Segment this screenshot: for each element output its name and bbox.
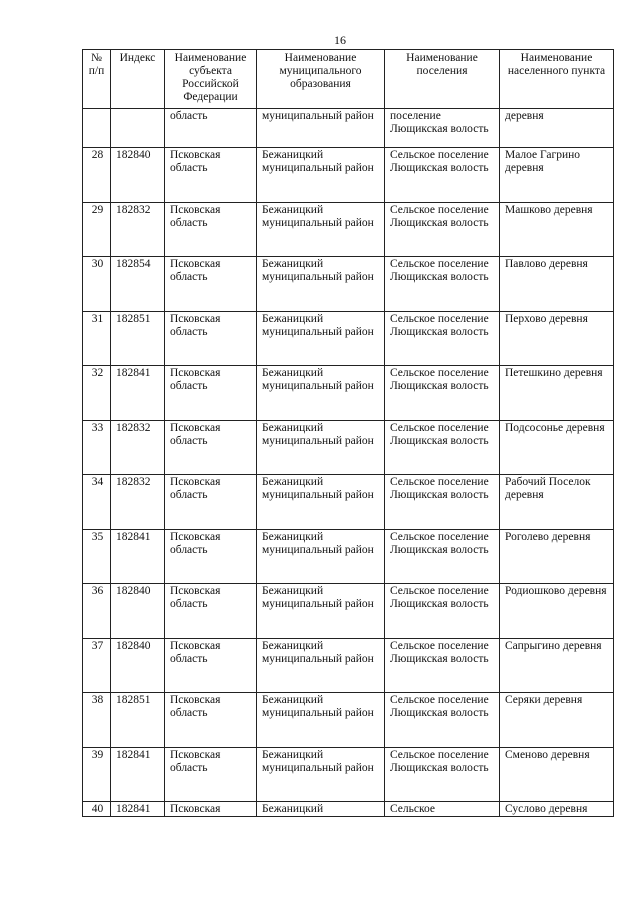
cell-subject: Псковская область (165, 693, 257, 748)
cell-index: 182832 (111, 202, 165, 257)
cell-locality: Перхово деревня (500, 311, 614, 366)
cell-locality: Рабочий Поселок деревня (500, 475, 614, 530)
cell-index: 182851 (111, 311, 165, 366)
cell-locality: Павлово деревня (500, 257, 614, 312)
cell-municipality: Бежаницкий муниципальный район (257, 202, 385, 257)
cell-locality: Сапрыгино деревня (500, 638, 614, 693)
cell-locality: Сменово деревня (500, 747, 614, 802)
cell-settlement: Сельское поселение Лющикская волость (385, 366, 500, 421)
header-municipality: Наименование муниципального образования (257, 50, 385, 109)
continuation-row (83, 109, 614, 148)
cell-index: 182832 (111, 475, 165, 530)
cell-number: 29 (83, 202, 111, 257)
cell-number: 31 (83, 311, 111, 366)
cell-municipality: Бежаницкий муниципальный район (257, 311, 385, 366)
cell-settlement: Сельское (385, 802, 500, 817)
cell-municipality: Бежаницкий муниципальный район (257, 747, 385, 802)
table-row (83, 693, 614, 748)
cell-index: 182841 (111, 802, 165, 817)
cell-index: 182841 (111, 366, 165, 421)
cell-index: 182840 (111, 148, 165, 203)
cell-settlement: Сельское поселение Лющикская волость (385, 747, 500, 802)
cell-index (111, 109, 165, 148)
cell-subject: Псковская область (165, 638, 257, 693)
cell-subject: Псковская область (165, 475, 257, 530)
cell-settlement: Сельское поселение Лющикская волость (385, 693, 500, 748)
table-row (83, 148, 614, 203)
cell-number: 35 (83, 529, 111, 584)
cell-number: 28 (83, 148, 111, 203)
header-settlement: Наименование поселения (385, 50, 500, 109)
table-row (83, 257, 614, 312)
cell-number: 38 (83, 693, 111, 748)
cell-number: 33 (83, 420, 111, 475)
cell-municipality: Бежаницкий муниципальный район (257, 257, 385, 312)
header-index: Индекс (111, 50, 165, 109)
cell-subject: Псковская (165, 802, 257, 817)
table-row (83, 202, 614, 257)
cell-index: 182840 (111, 584, 165, 639)
cell-number: 40 (83, 802, 111, 817)
cell-locality: Подсосонье деревня (500, 420, 614, 475)
cell-index: 182840 (111, 638, 165, 693)
cell-subject: Псковская область (165, 584, 257, 639)
cell-subject: Псковская область (165, 202, 257, 257)
table-row (83, 311, 614, 366)
cell-number: 30 (83, 257, 111, 312)
cell-settlement: Сельское поселение Лющикская волость (385, 584, 500, 639)
cell-settlement: Сельское поселение Лющикская волость (385, 257, 500, 312)
cell-index: 182832 (111, 420, 165, 475)
cell-settlement: поселение Лющикская волость (385, 109, 500, 148)
cell-index: 182841 (111, 747, 165, 802)
cell-number: 32 (83, 366, 111, 421)
page-number: 16 (334, 33, 346, 47)
header-number: № п/п (83, 50, 111, 109)
table-header-row (83, 50, 614, 109)
cell-municipality: Бежаницкий (257, 802, 385, 817)
header-subject: Наименование субъекта Российской Федерации (165, 50, 257, 109)
cell-locality: Малое Гагрино деревня (500, 148, 614, 203)
cell-locality: Суслово деревня (500, 802, 614, 817)
cell-number: 36 (83, 584, 111, 639)
cell-settlement: Сельское поселение Лющикская волость (385, 529, 500, 584)
cell-subject: область (165, 109, 257, 148)
cell-number (83, 109, 111, 148)
cell-subject: Псковская область (165, 366, 257, 421)
cell-municipality: Бежаницкий муниципальный район (257, 475, 385, 530)
cell-municipality: Бежаницкий муниципальный район (257, 366, 385, 421)
table-row (83, 638, 614, 693)
cell-settlement: Сельское поселение Лющикская волость (385, 420, 500, 475)
header-locality: Наименование населенного пункта (500, 50, 614, 109)
cell-locality: Родиошково деревня (500, 584, 614, 639)
cell-municipality: Бежаницкий муниципальный район (257, 638, 385, 693)
cell-settlement: Сельское поселение Лющикская волость (385, 638, 500, 693)
cell-index: 182854 (111, 257, 165, 312)
cell-subject: Псковская область (165, 148, 257, 203)
table-row (83, 366, 614, 421)
table-row (83, 420, 614, 475)
cell-municipality: Бежаницкий муниципальный район (257, 584, 385, 639)
cell-municipality: Бежаницкий муниципальный район (257, 148, 385, 203)
cell-subject: Псковская область (165, 747, 257, 802)
cell-locality: Серяки деревня (500, 693, 614, 748)
cell-subject: Псковская область (165, 529, 257, 584)
cell-locality: Машково деревня (500, 202, 614, 257)
table-row (83, 529, 614, 584)
cell-settlement: Сельское поселение Лющикская волость (385, 475, 500, 530)
cell-settlement: Сельское поселение Лющикская волость (385, 311, 500, 366)
cell-settlement: Сельское поселение Лющикская волость (385, 202, 500, 257)
cell-subject: Псковская область (165, 257, 257, 312)
cell-subject: Псковская область (165, 311, 257, 366)
settlements-table (82, 49, 614, 817)
cell-municipality: Бежаницкий муниципальный район (257, 693, 385, 748)
cell-settlement: Сельское поселение Лющикская волость (385, 148, 500, 203)
cell-locality: Петешкино деревня (500, 366, 614, 421)
table-row (83, 584, 614, 639)
cell-index: 182841 (111, 529, 165, 584)
cell-locality: Роголево деревня (500, 529, 614, 584)
cell-number: 39 (83, 747, 111, 802)
table-row (83, 802, 614, 817)
table-row (83, 747, 614, 802)
table-row (83, 475, 614, 530)
cell-locality: деревня (500, 109, 614, 148)
cell-municipality: Бежаницкий муниципальный район (257, 420, 385, 475)
cell-municipality: Бежаницкий муниципальный район (257, 529, 385, 584)
cell-index: 182851 (111, 693, 165, 748)
cell-municipality: муниципальный район (257, 109, 385, 148)
cell-subject: Псковская область (165, 420, 257, 475)
cell-number: 34 (83, 475, 111, 530)
cell-number: 37 (83, 638, 111, 693)
